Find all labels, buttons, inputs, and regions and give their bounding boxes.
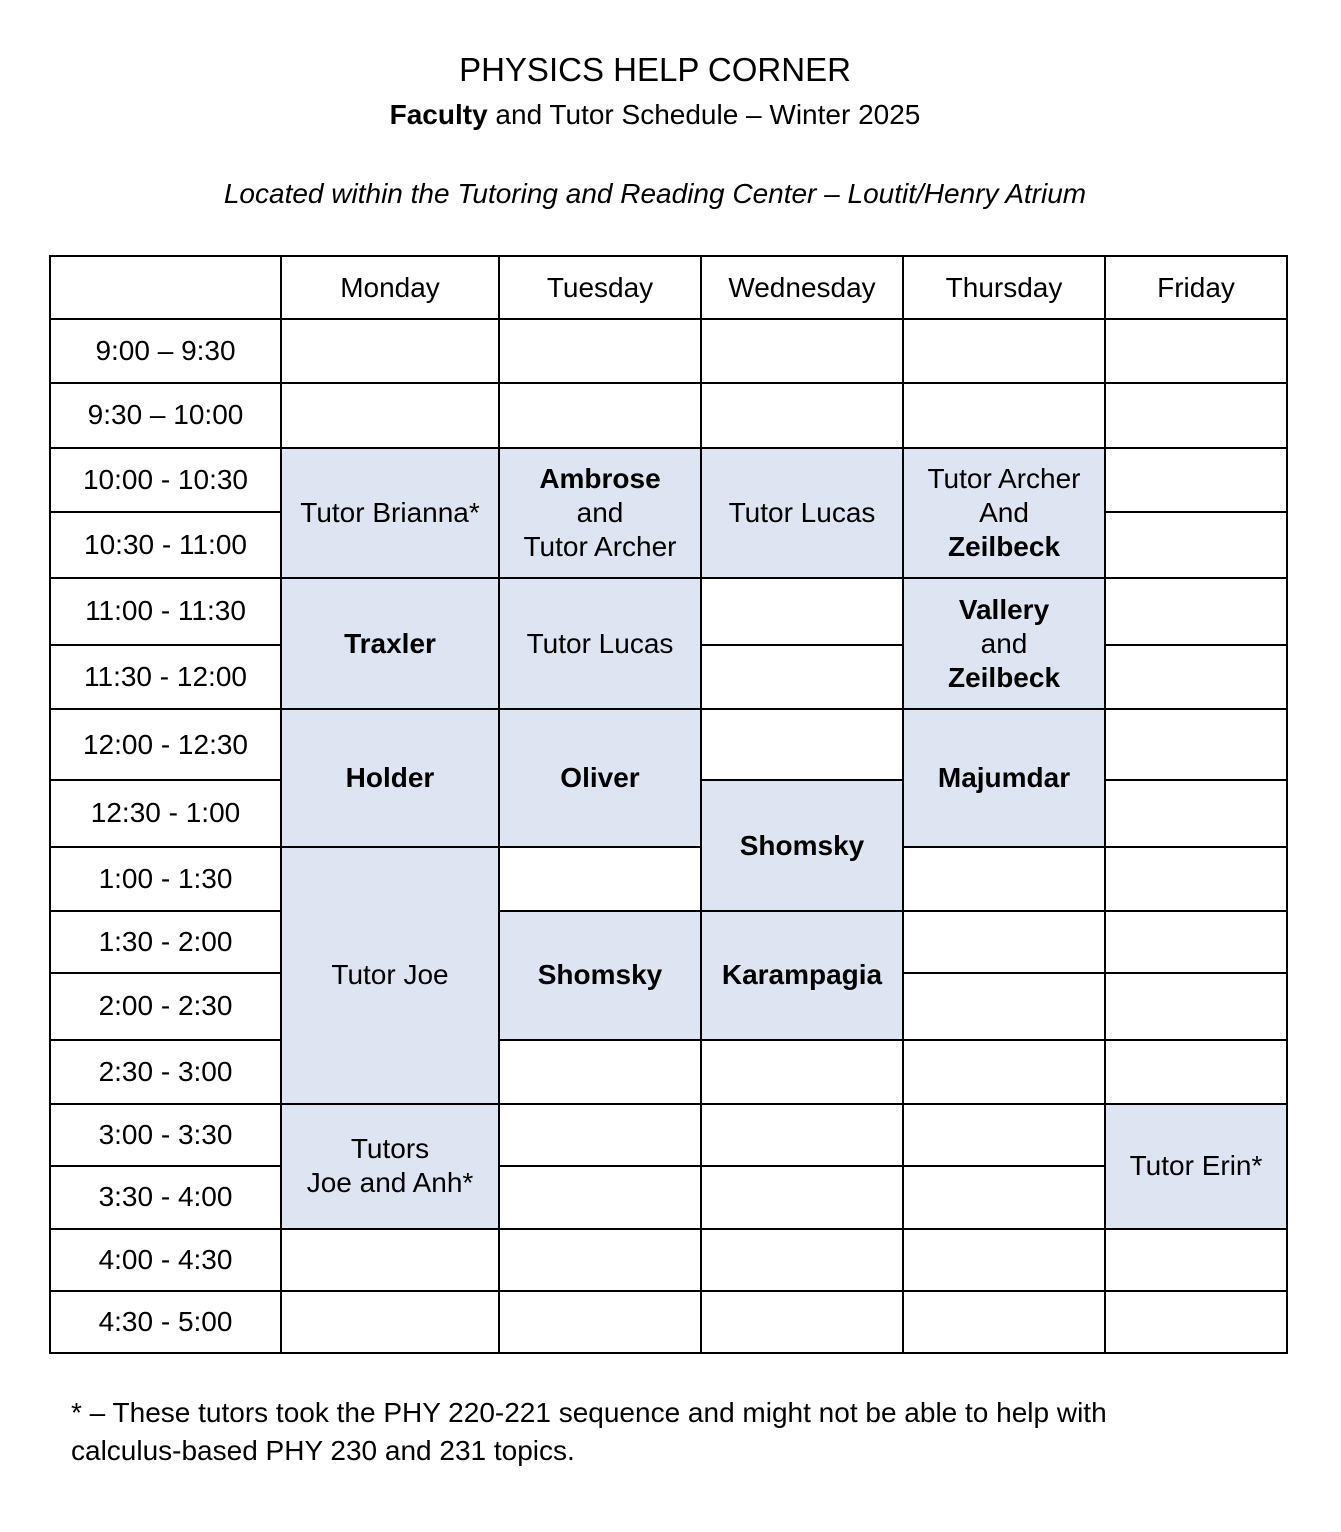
slot-wednesday-tutor-lucas: Tutor Lucas bbox=[701, 448, 903, 578]
empty-cell bbox=[1105, 973, 1287, 1040]
time-label: 2:00 - 2:30 bbox=[50, 973, 281, 1040]
empty-cell bbox=[1105, 512, 1287, 578]
empty-cell bbox=[903, 383, 1105, 447]
empty-cell bbox=[903, 911, 1105, 973]
subtitle-bold: Faculty bbox=[389, 99, 488, 130]
table-row bbox=[50, 1104, 1287, 1166]
empty-cell bbox=[701, 1040, 903, 1104]
time-label: 10:30 - 11:00 bbox=[50, 512, 281, 578]
empty-cell bbox=[701, 578, 903, 645]
slot-name: Tutor Archer bbox=[523, 530, 677, 562]
day-header-friday: Friday bbox=[1105, 256, 1287, 319]
table-row bbox=[50, 709, 1287, 780]
slot-friday-tutor-erin: Tutor Erin* bbox=[1105, 1104, 1287, 1228]
footnote-line: * – These tutors took the PHY 220-221 sequence and might not be able to help with bbox=[71, 1397, 1107, 1428]
table-row bbox=[50, 847, 1287, 911]
slot-connector: And bbox=[979, 496, 1029, 528]
table-row bbox=[50, 578, 1287, 645]
empty-cell bbox=[1105, 448, 1287, 512]
time-label: 3:30 - 4:00 bbox=[50, 1166, 281, 1228]
empty-cell bbox=[1105, 847, 1287, 911]
empty-cell bbox=[701, 645, 903, 709]
empty-cell bbox=[281, 319, 499, 383]
slot-tuesday-oliver: Oliver bbox=[499, 709, 701, 846]
time-label: 3:00 - 3:30 bbox=[50, 1104, 281, 1166]
table-row bbox=[50, 1040, 1287, 1104]
time-label: 1:00 - 1:30 bbox=[50, 847, 281, 911]
subtitle-rest: and Tutor Schedule – Winter 2025 bbox=[487, 99, 921, 130]
empty-cell bbox=[1105, 645, 1287, 709]
empty-cell bbox=[701, 319, 903, 383]
empty-cell bbox=[701, 383, 903, 447]
empty-cell bbox=[1105, 709, 1287, 780]
empty-cell bbox=[1105, 578, 1287, 645]
time-label: 12:30 - 1:00 bbox=[50, 780, 281, 846]
slot-tuesday-ambrose-archer bbox=[499, 448, 701, 578]
page-title: PHYSICS HELP CORNER bbox=[459, 51, 851, 88]
header-row bbox=[50, 256, 1287, 319]
empty-cell bbox=[1105, 1040, 1287, 1104]
empty-cell bbox=[903, 319, 1105, 383]
table-row bbox=[50, 448, 1287, 512]
slot-monday-tutors-joe-anh bbox=[281, 1104, 499, 1228]
slot-monday-traxler: Traxler bbox=[281, 578, 499, 709]
empty-cell bbox=[499, 1104, 701, 1166]
slot-monday-tutor-joe: Tutor Joe bbox=[281, 847, 499, 1105]
slot-monday-tutor-brianna: Tutor Brianna* bbox=[281, 448, 499, 578]
empty-cell bbox=[701, 709, 903, 780]
empty-cell bbox=[903, 1229, 1105, 1291]
time-label: 4:30 - 5:00 bbox=[50, 1291, 281, 1353]
time-label: 11:30 - 12:00 bbox=[50, 645, 281, 709]
table-row bbox=[50, 1229, 1287, 1291]
empty-cell bbox=[499, 1040, 701, 1104]
empty-cell bbox=[1105, 780, 1287, 846]
slot-tuesday-shomsky: Shomsky bbox=[499, 911, 701, 1040]
empty-cell bbox=[499, 1291, 701, 1353]
slot-tuesday-tutor-lucas: Tutor Lucas bbox=[499, 578, 701, 709]
empty-cell bbox=[701, 1104, 903, 1166]
slot-thursday-archer-zeilbeck bbox=[903, 448, 1105, 578]
table-row bbox=[50, 911, 1287, 973]
footnote-line: calculus-based PHY 230 and 231 topics. bbox=[71, 1435, 575, 1466]
day-header-wednesday: Wednesday bbox=[701, 256, 903, 319]
empty-cell bbox=[1105, 1229, 1287, 1291]
empty-cell bbox=[281, 1291, 499, 1353]
empty-cell bbox=[499, 1166, 701, 1228]
empty-cell bbox=[1105, 1291, 1287, 1353]
slot-name: Zeilbeck bbox=[947, 530, 1061, 562]
slot-monday-holder: Holder bbox=[281, 709, 499, 846]
time-label: 11:00 - 11:30 bbox=[50, 578, 281, 645]
time-label: 2:30 - 3:00 bbox=[50, 1040, 281, 1104]
empty-cell bbox=[499, 383, 701, 447]
table-row bbox=[50, 383, 1287, 447]
empty-cell bbox=[281, 383, 499, 447]
day-header-thursday: Thursday bbox=[903, 256, 1105, 319]
page-subtitle bbox=[0, 97, 1310, 133]
location-line: Located within the Tutoring and Reading Center – Loutit/Henry Atrium bbox=[223, 178, 1087, 209]
empty-cell bbox=[903, 847, 1105, 911]
empty-cell bbox=[903, 1040, 1105, 1104]
time-label: 9:30 – 10:00 bbox=[50, 383, 281, 447]
empty-cell bbox=[903, 1166, 1105, 1228]
time-label: 9:00 – 9:30 bbox=[50, 319, 281, 383]
day-header-monday: Monday bbox=[281, 256, 499, 319]
corner-cell bbox=[50, 256, 281, 319]
table-row bbox=[50, 1291, 1287, 1353]
empty-cell bbox=[281, 1229, 499, 1291]
table-row bbox=[50, 1166, 1287, 1228]
slot-name: Vallery bbox=[958, 593, 1050, 625]
slot-name: Tutors bbox=[350, 1133, 430, 1165]
day-header-tuesday: Tuesday bbox=[499, 256, 701, 319]
time-label: 4:00 - 4:30 bbox=[50, 1229, 281, 1291]
slot-name: Zeilbeck bbox=[947, 661, 1061, 693]
empty-cell bbox=[903, 1104, 1105, 1166]
empty-cell bbox=[499, 847, 701, 911]
slot-thursday-vallery-zeilbeck bbox=[903, 578, 1105, 709]
empty-cell bbox=[499, 319, 701, 383]
empty-cell bbox=[499, 1229, 701, 1291]
empty-cell bbox=[701, 1291, 903, 1353]
empty-cell bbox=[1105, 319, 1287, 383]
footnote bbox=[71, 1394, 1291, 1470]
slot-connector: and bbox=[980, 627, 1028, 659]
time-label: 10:00 - 10:30 bbox=[50, 448, 281, 512]
slot-connector: and bbox=[576, 496, 624, 528]
slot-wednesday-shomsky: Shomsky bbox=[701, 780, 903, 910]
schedule-table bbox=[49, 255, 1288, 1354]
table-row bbox=[50, 319, 1287, 383]
empty-cell bbox=[903, 973, 1105, 1040]
slot-name: Tutor Archer bbox=[927, 462, 1081, 494]
slot-thursday-majumdar: Majumdar bbox=[903, 709, 1105, 846]
time-label: 1:30 - 2:00 bbox=[50, 911, 281, 973]
empty-cell bbox=[1105, 911, 1287, 973]
slot-name: Joe and Anh* bbox=[306, 1167, 474, 1199]
empty-cell bbox=[701, 1166, 903, 1228]
slot-wednesday-karampagia: Karampagia bbox=[701, 911, 903, 1040]
empty-cell bbox=[1105, 383, 1287, 447]
empty-cell bbox=[701, 1229, 903, 1291]
empty-cell bbox=[903, 1291, 1105, 1353]
time-label: 12:00 - 12:30 bbox=[50, 709, 281, 780]
slot-name: Ambrose bbox=[539, 462, 661, 494]
